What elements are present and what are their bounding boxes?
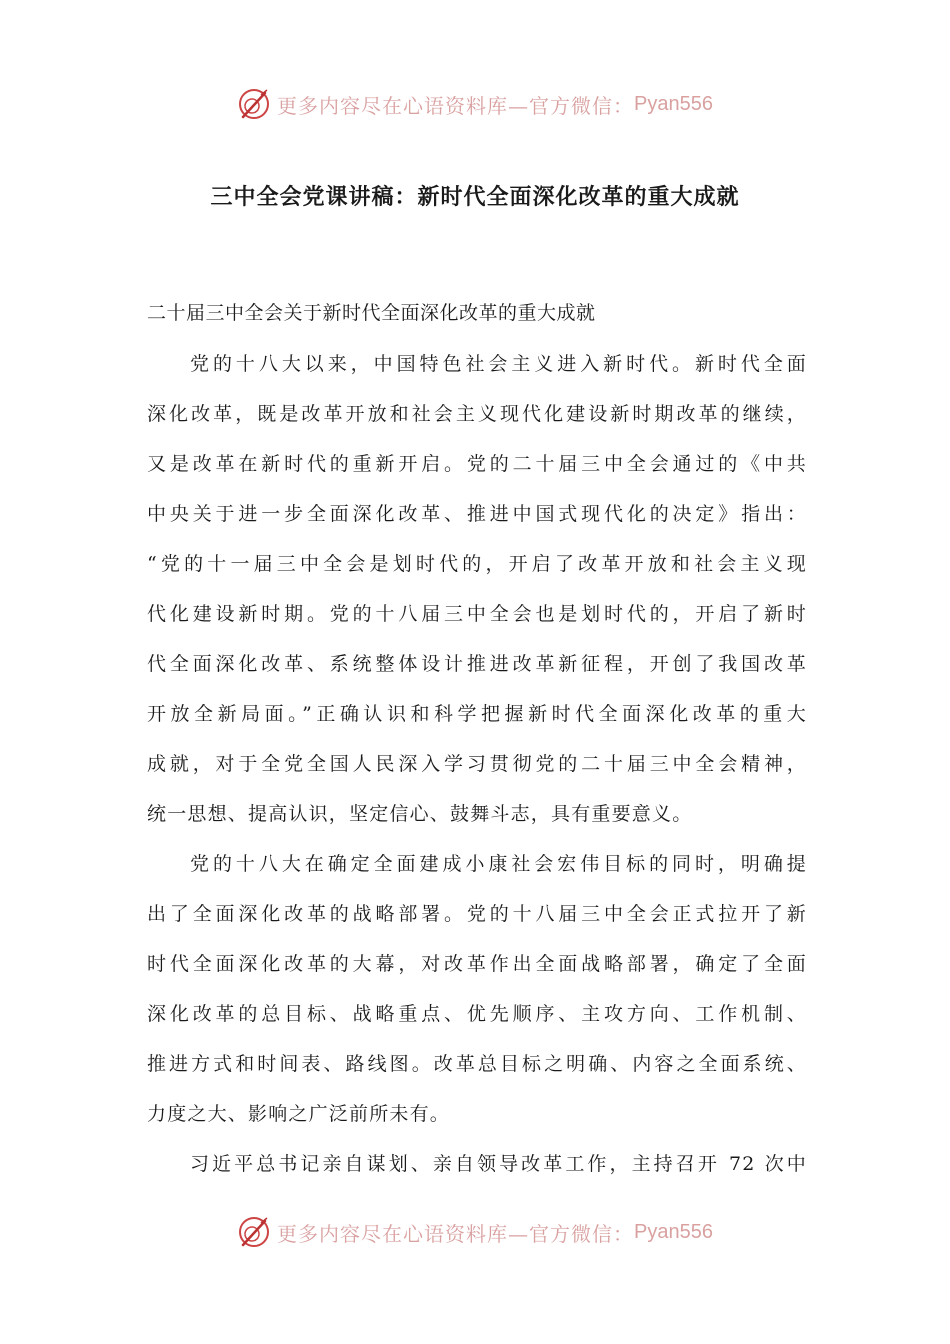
watermark-wechat-id: Pyan556 bbox=[634, 92, 713, 115]
pen-logo-icon bbox=[237, 1215, 271, 1249]
body-line: 深化改革，既是改革开放和社会主义现代化建设新时期改革的继续， bbox=[147, 403, 807, 425]
body-line: “党的十一届三中全会是划时代的，开启了改革开放和社会主义现 bbox=[147, 553, 807, 575]
body-line: 推进方式和时间表、路线图。改革总目标之明确、内容之全面系统、 bbox=[147, 1053, 807, 1075]
body-line: 深化改革的总目标、战略重点、优先顺序、主攻方向、工作机制、 bbox=[147, 1003, 807, 1025]
watermark-text: 更多内容尽在心语资料库—官方微信： bbox=[277, 93, 635, 118]
pen-logo-icon bbox=[237, 87, 271, 121]
watermark-text: 更多内容尽在心语资料库—官方微信： bbox=[277, 1221, 635, 1246]
document-title: 三中全会党课讲稿：新时代全面深化改革的重大成就 bbox=[210, 184, 740, 210]
body-line: 时代全面深化改革的大幕，对改革作出全面战略部署，确定了全面 bbox=[147, 953, 807, 975]
body-line: 又是改革在新时代的重新开启。党的二十届三中全会通过的《中共 bbox=[147, 453, 807, 475]
watermark-wechat-id: Pyan556 bbox=[634, 1220, 713, 1243]
body-line: 代化建设新时期。党的十八届三中全会也是划时代的，开启了新时 bbox=[147, 603, 807, 625]
body-line: 代全面深化改革、系统整体设计推进改革新征程，开创了我国改革 bbox=[147, 653, 807, 675]
document-subtitle: 二十届三中全会关于新时代全面深化改革的重大成就 bbox=[147, 302, 596, 324]
body-line: 统一思想、提高认识，坚定信心、鼓舞斗志，具有重要意义。 bbox=[147, 803, 693, 825]
body-line: 中央关于进一步全面深化改革、推进中国式现代化的决定》指出： bbox=[147, 503, 807, 525]
body-line: 出了全面深化改革的战略部署。党的十八届三中全会正式拉开了新 bbox=[147, 903, 807, 925]
body-line: 党的十八大在确定全面建成小康社会宏伟目标的同时，明确提 bbox=[190, 853, 807, 875]
footer-watermark bbox=[0, 1212, 950, 1252]
body-line: 力度之大、影响之广泛前所未有。 bbox=[147, 1103, 451, 1125]
body-line: 习近平总书记亲自谋划、亲自领导改革工作，主持召开 72 次中 bbox=[190, 1153, 807, 1175]
body-line: 成就，对于全党全国人民深入学习贯彻党的二十届三中全会精神， bbox=[147, 753, 807, 775]
body-line: 开放全新局面。”正确认识和科学把握新时代全面深化改革的重大 bbox=[147, 703, 807, 725]
body-line: 党的十八大以来，中国特色社会主义进入新时代。新时代全面 bbox=[190, 353, 807, 375]
header-watermark bbox=[0, 84, 950, 124]
